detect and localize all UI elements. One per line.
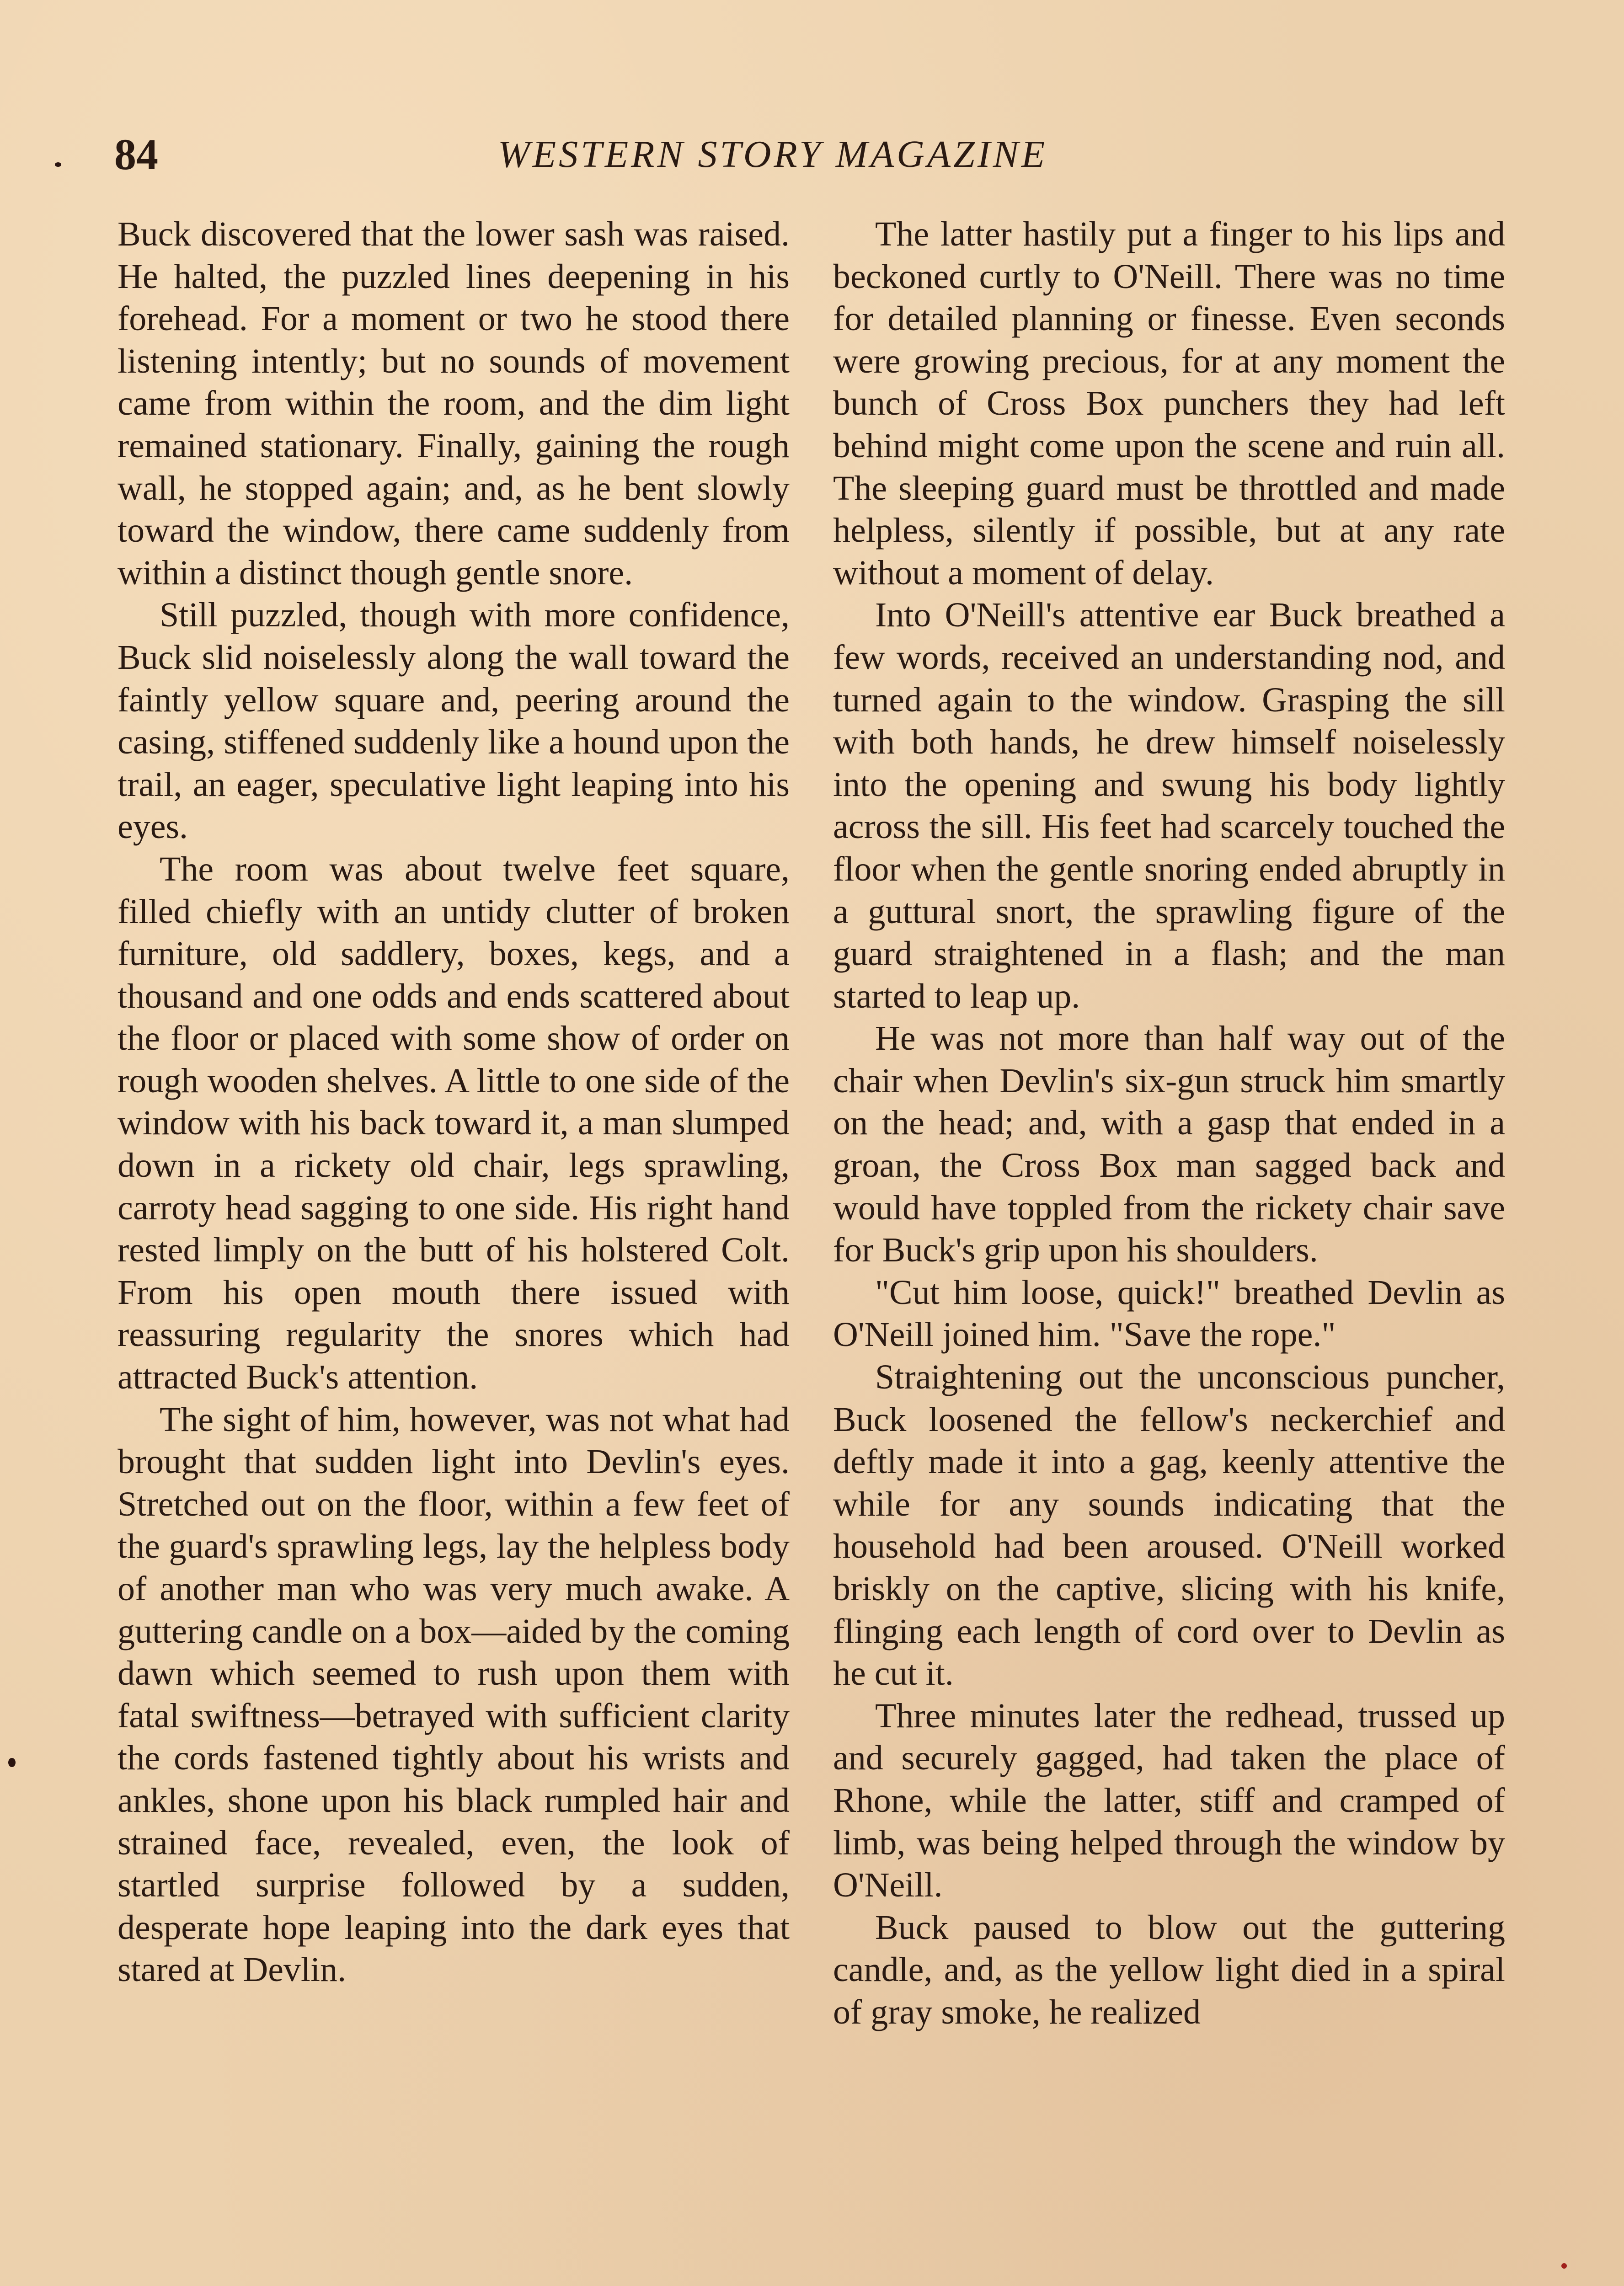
paragraph: The sight of him, however, was not what had brought that sudden light into Devlin's eyes. Stretched out on the floor, within a few feet of the guard's sprawling legs, lay the helpless body of another man who was very much awake. A guttering candle on a box—aided by the coming dawn which seemed to rush upon them with fatal swiftness—betrayed with sufficient clarity the cords fastened tightly about his wrists and ankles, shone upon his black rumpled hair and strained face, revealed, even, the look of startled surprise followed by a sudden, desperate hope leaping into the dark eyes that stared at Devlin. (118, 1400, 790, 1989)
paragraph: Buck discovered that the lower sash was raised. He halted, the puzzled lines deepening in his forehead. For a moment or two he stood there listening intently; but no sounds of movement came from within the room, and the dim light remained stationary. Finally, gaining the rough wall, he stopped again; and, as he bent slowly toward the window, there came suddenly from within a distinct though gentle snore. (118, 215, 790, 592)
paragraph: Three minutes later the redhead, trussed up and securely gagged, had taken the place of Rhone, while the latter, stiff and cramped of limb, was being helped through the window by O'Neill. (833, 1696, 1505, 1905)
paragraph: Still puzzled, though with more confidence, Buck slid noiselessly along the wall toward the faintly yellow square and, peering around the casing, stiffened suddenly like a hound upon the trail, an eager, speculative light leaping into his eyes. (118, 596, 790, 846)
magazine-title: WESTERN STORY MAGAZINE (497, 133, 1048, 176)
paragraph: Into O'Neill's attentive ear Buck breathed a few words, received an understanding nod, and turned again to the window. Grasping the sill with both hands, he drew himself noiselessly into the opening and swung his body lightly across the sill. His feet had scarcely touched the floor when the gentle snoring ended abruptly in a guttural snort, the sprawling figure of the guard straightened in a flash; and the man started to leap up. (833, 596, 1505, 1015)
page-number: 84 (114, 130, 158, 179)
paragraph: Straightening out the unconscious puncher, Buck loosened the fellow's neckerchief and deftly made it into a gag, keenly attentive the while for any sounds indicating that the household had been aroused. O'Neill worked briskly on the captive, slicing with his knife, flinging each length of cord over to Devlin as he cut it. (833, 1358, 1505, 1693)
page-header (114, 127, 1431, 182)
paragraph: The room was about twelve feet square, filled chiefly with an untidy clutter of broken furniture, old saddlery, boxes, kegs, and a thousand and one odds and ends scattered about the floor or placed with some show of order on rough wooden shelves. A little to one side of the window with his back toward it, a man slumped down in a rickety old chair, legs sprawling, carroty head sagging to one side. His right hand rested limply on the butt of his holstered Colt. From his open mouth there issued with reassuring regularity the snores which had attracted Buck's attention. (118, 849, 790, 1397)
left-column (118, 213, 790, 1991)
paper-speck (8, 1758, 16, 1767)
paragraph: The latter hastily put a finger to his lips and beckoned curtly to O'Neill. There was no time for detailed planning or finesse. Even seconds were growing precious, for at any moment the bunch of Cross Box punchers they had left behind might come upon the scene and ruin all. The sleeping guard must be throttled and made helpless, silently if possible, but at any rate without a moment of delay. (833, 215, 1505, 592)
right-column (833, 213, 1505, 2034)
paper-speck (55, 162, 61, 167)
paper-speck (1561, 2263, 1567, 2269)
paragraph: Buck paused to blow out the guttering candle, and, as the yellow light died in a spiral of gray smoke, he realized (833, 1908, 1505, 2031)
paragraph: He was not more than half way out of the chair when Devlin's six-gun struck him smartly on the head; and, with a gasp that ended in a groan, the Cross Box man sagged back and would have toppled from the rickety chair save for Buck's grip upon his shoulders. (833, 1019, 1505, 1270)
paragraph: "Cut him loose, quick!" breathed Devlin as O'Neill joined him. "Save the rope." (833, 1273, 1505, 1354)
